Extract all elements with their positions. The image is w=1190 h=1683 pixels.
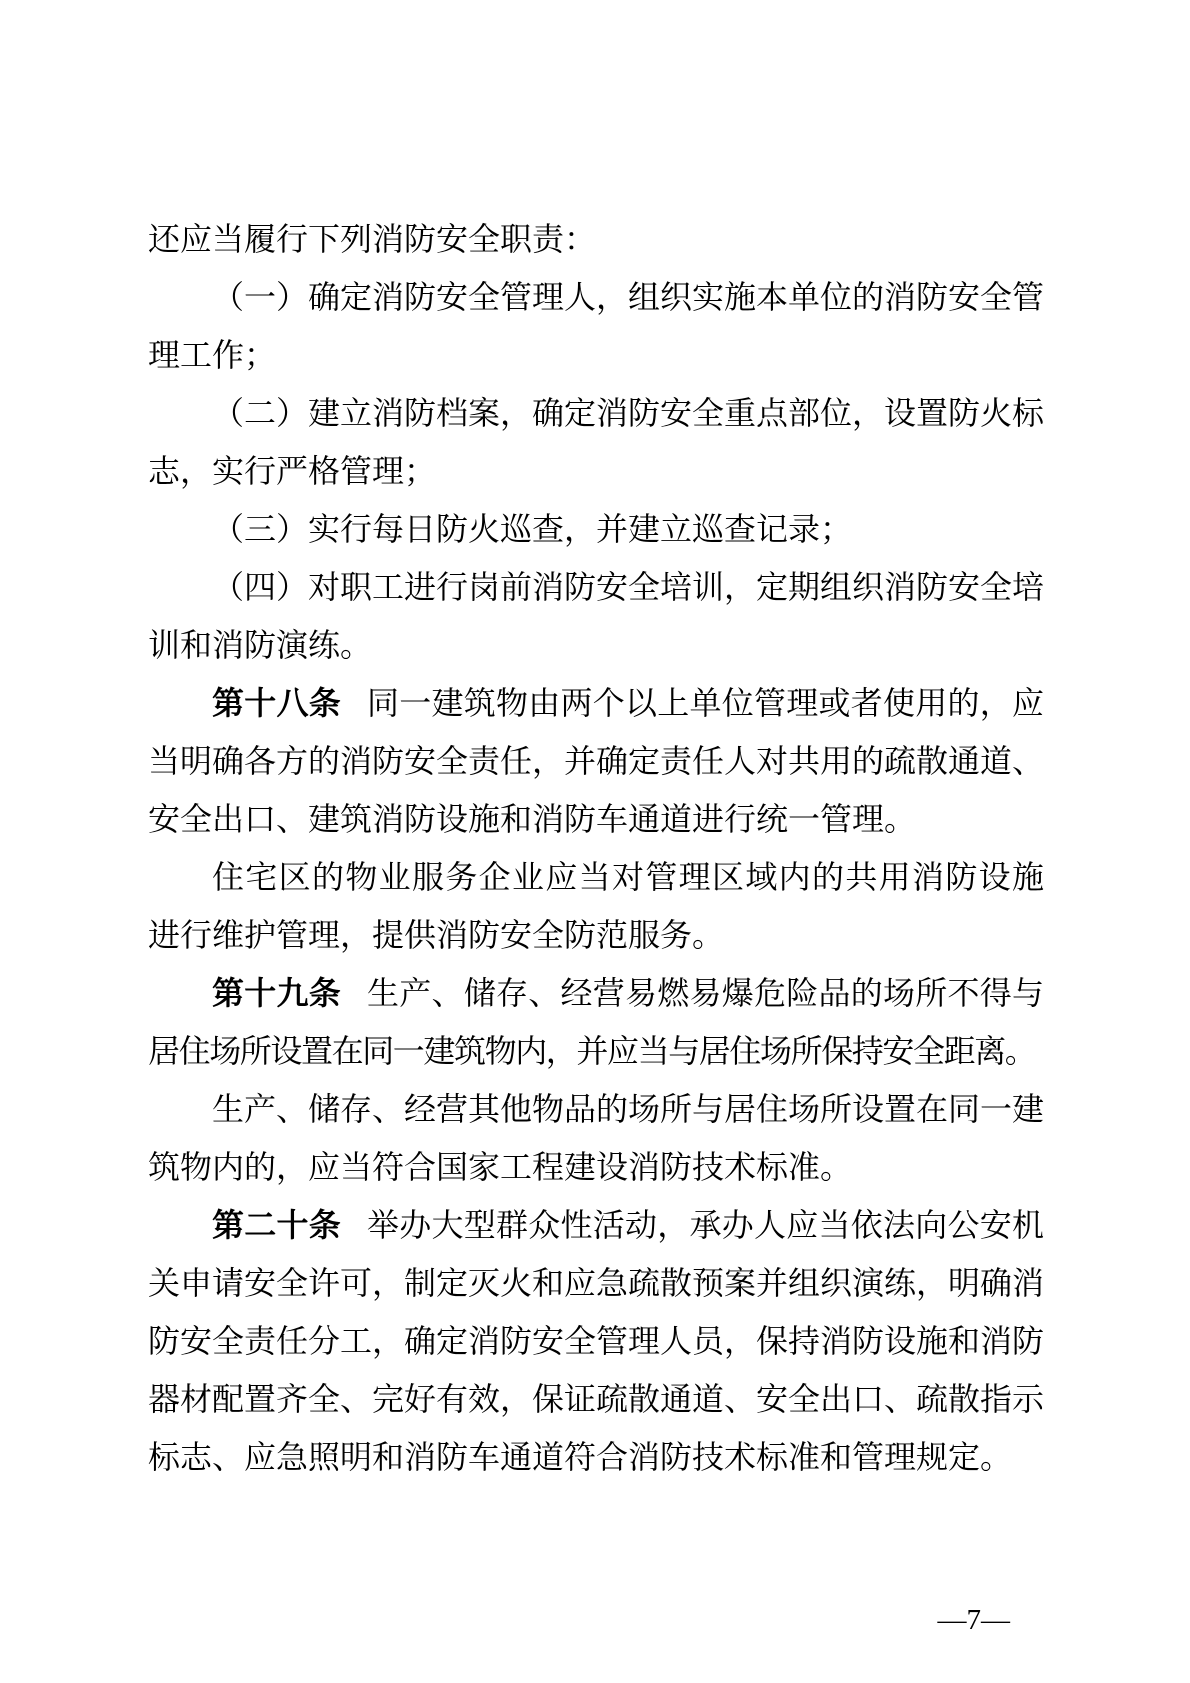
line-text: 防安全责任分工，确定消防安全管理人员，保持消防设施和消防	[148, 1323, 1045, 1359]
line-text: 还应当履行下列消防安全职责：	[148, 221, 597, 257]
text-line	[148, 848, 1044, 906]
line-text: （四）对职工进行岗前消防安全培训，定期组织消防安全培	[212, 569, 1045, 605]
line-text: 训和消防演练。	[148, 627, 373, 663]
article-number: 第十八条	[212, 685, 341, 721]
text-line	[148, 442, 1044, 500]
line-text: 举办大型群众性活动，承办人应当依法向公安机	[367, 1207, 1044, 1243]
line-text: 关申请安全许可，制定灭火和应急疏散预案并组织演练，明确消	[148, 1265, 1045, 1301]
text-line	[148, 1196, 1044, 1254]
text-line	[148, 790, 1044, 848]
line-text: （三）实行每日防火巡查，并建立巡查记录；	[212, 511, 853, 547]
text-line	[148, 326, 1044, 384]
line-text: （一）确定消防安全管理人，组织实施本单位的消防安全管	[212, 279, 1045, 315]
text-line	[148, 1022, 1044, 1080]
line-text: 筑物内的，应当符合国家工程建设消防技术标准。	[148, 1149, 853, 1185]
text-line	[148, 616, 1044, 674]
text-line	[148, 500, 1044, 558]
line-text: 同一建筑物由两个以上单位管理或者使用的，应	[367, 685, 1044, 721]
text-line	[148, 210, 1044, 268]
text-line	[148, 1370, 1044, 1428]
text-line	[148, 1138, 1044, 1196]
article-number: 第十九条	[212, 975, 341, 1011]
text-line	[148, 384, 1044, 442]
line-text: 生产、储存、经营易燃易爆危险品的场所不得与	[367, 975, 1044, 1011]
article-number: 第二十条	[212, 1207, 341, 1243]
text-line	[148, 558, 1044, 616]
text-line	[148, 268, 1044, 326]
text-line	[148, 1428, 1044, 1486]
line-text: 当明确各方的消防安全责任，并确定责任人对共用的疏散通道、	[148, 743, 1045, 779]
text-line	[148, 906, 1044, 964]
text-line	[148, 964, 1044, 1022]
text-line	[148, 1312, 1044, 1370]
page-number: —7—	[937, 1604, 1010, 1636]
line-text: 进行维护管理，提供消防安全防范服务。	[148, 917, 725, 953]
line-text: 住宅区的物业服务企业应当对管理区域内的共用消防设施	[212, 859, 1044, 895]
line-text: 理工作；	[148, 337, 277, 373]
line-text: 志，实行严格管理；	[148, 453, 437, 489]
line-text: （二）建立消防档案，确定消防安全重点部位，设置防火标	[212, 395, 1045, 431]
text-line	[148, 1080, 1044, 1138]
line-text: 器材配置齐全、完好有效，保证疏散通道、安全出口、疏散指示	[148, 1381, 1045, 1417]
line-text: 生产、储存、经营其他物品的场所与居住场所设置在同一建	[212, 1091, 1045, 1127]
text-line	[148, 732, 1044, 790]
line-text: 安全出口、建筑消防设施和消防车通道进行统一管理。	[148, 801, 917, 837]
line-text: 标志、应急照明和消防车通道符合消防技术标准和管理规定。	[148, 1439, 1013, 1475]
line-text: 居住场所设置在同一建筑物内，并应当与居住场所保持安全距离。	[148, 1033, 1036, 1069]
document-content	[148, 210, 1044, 1486]
text-line	[148, 674, 1044, 732]
text-line	[148, 1254, 1044, 1312]
